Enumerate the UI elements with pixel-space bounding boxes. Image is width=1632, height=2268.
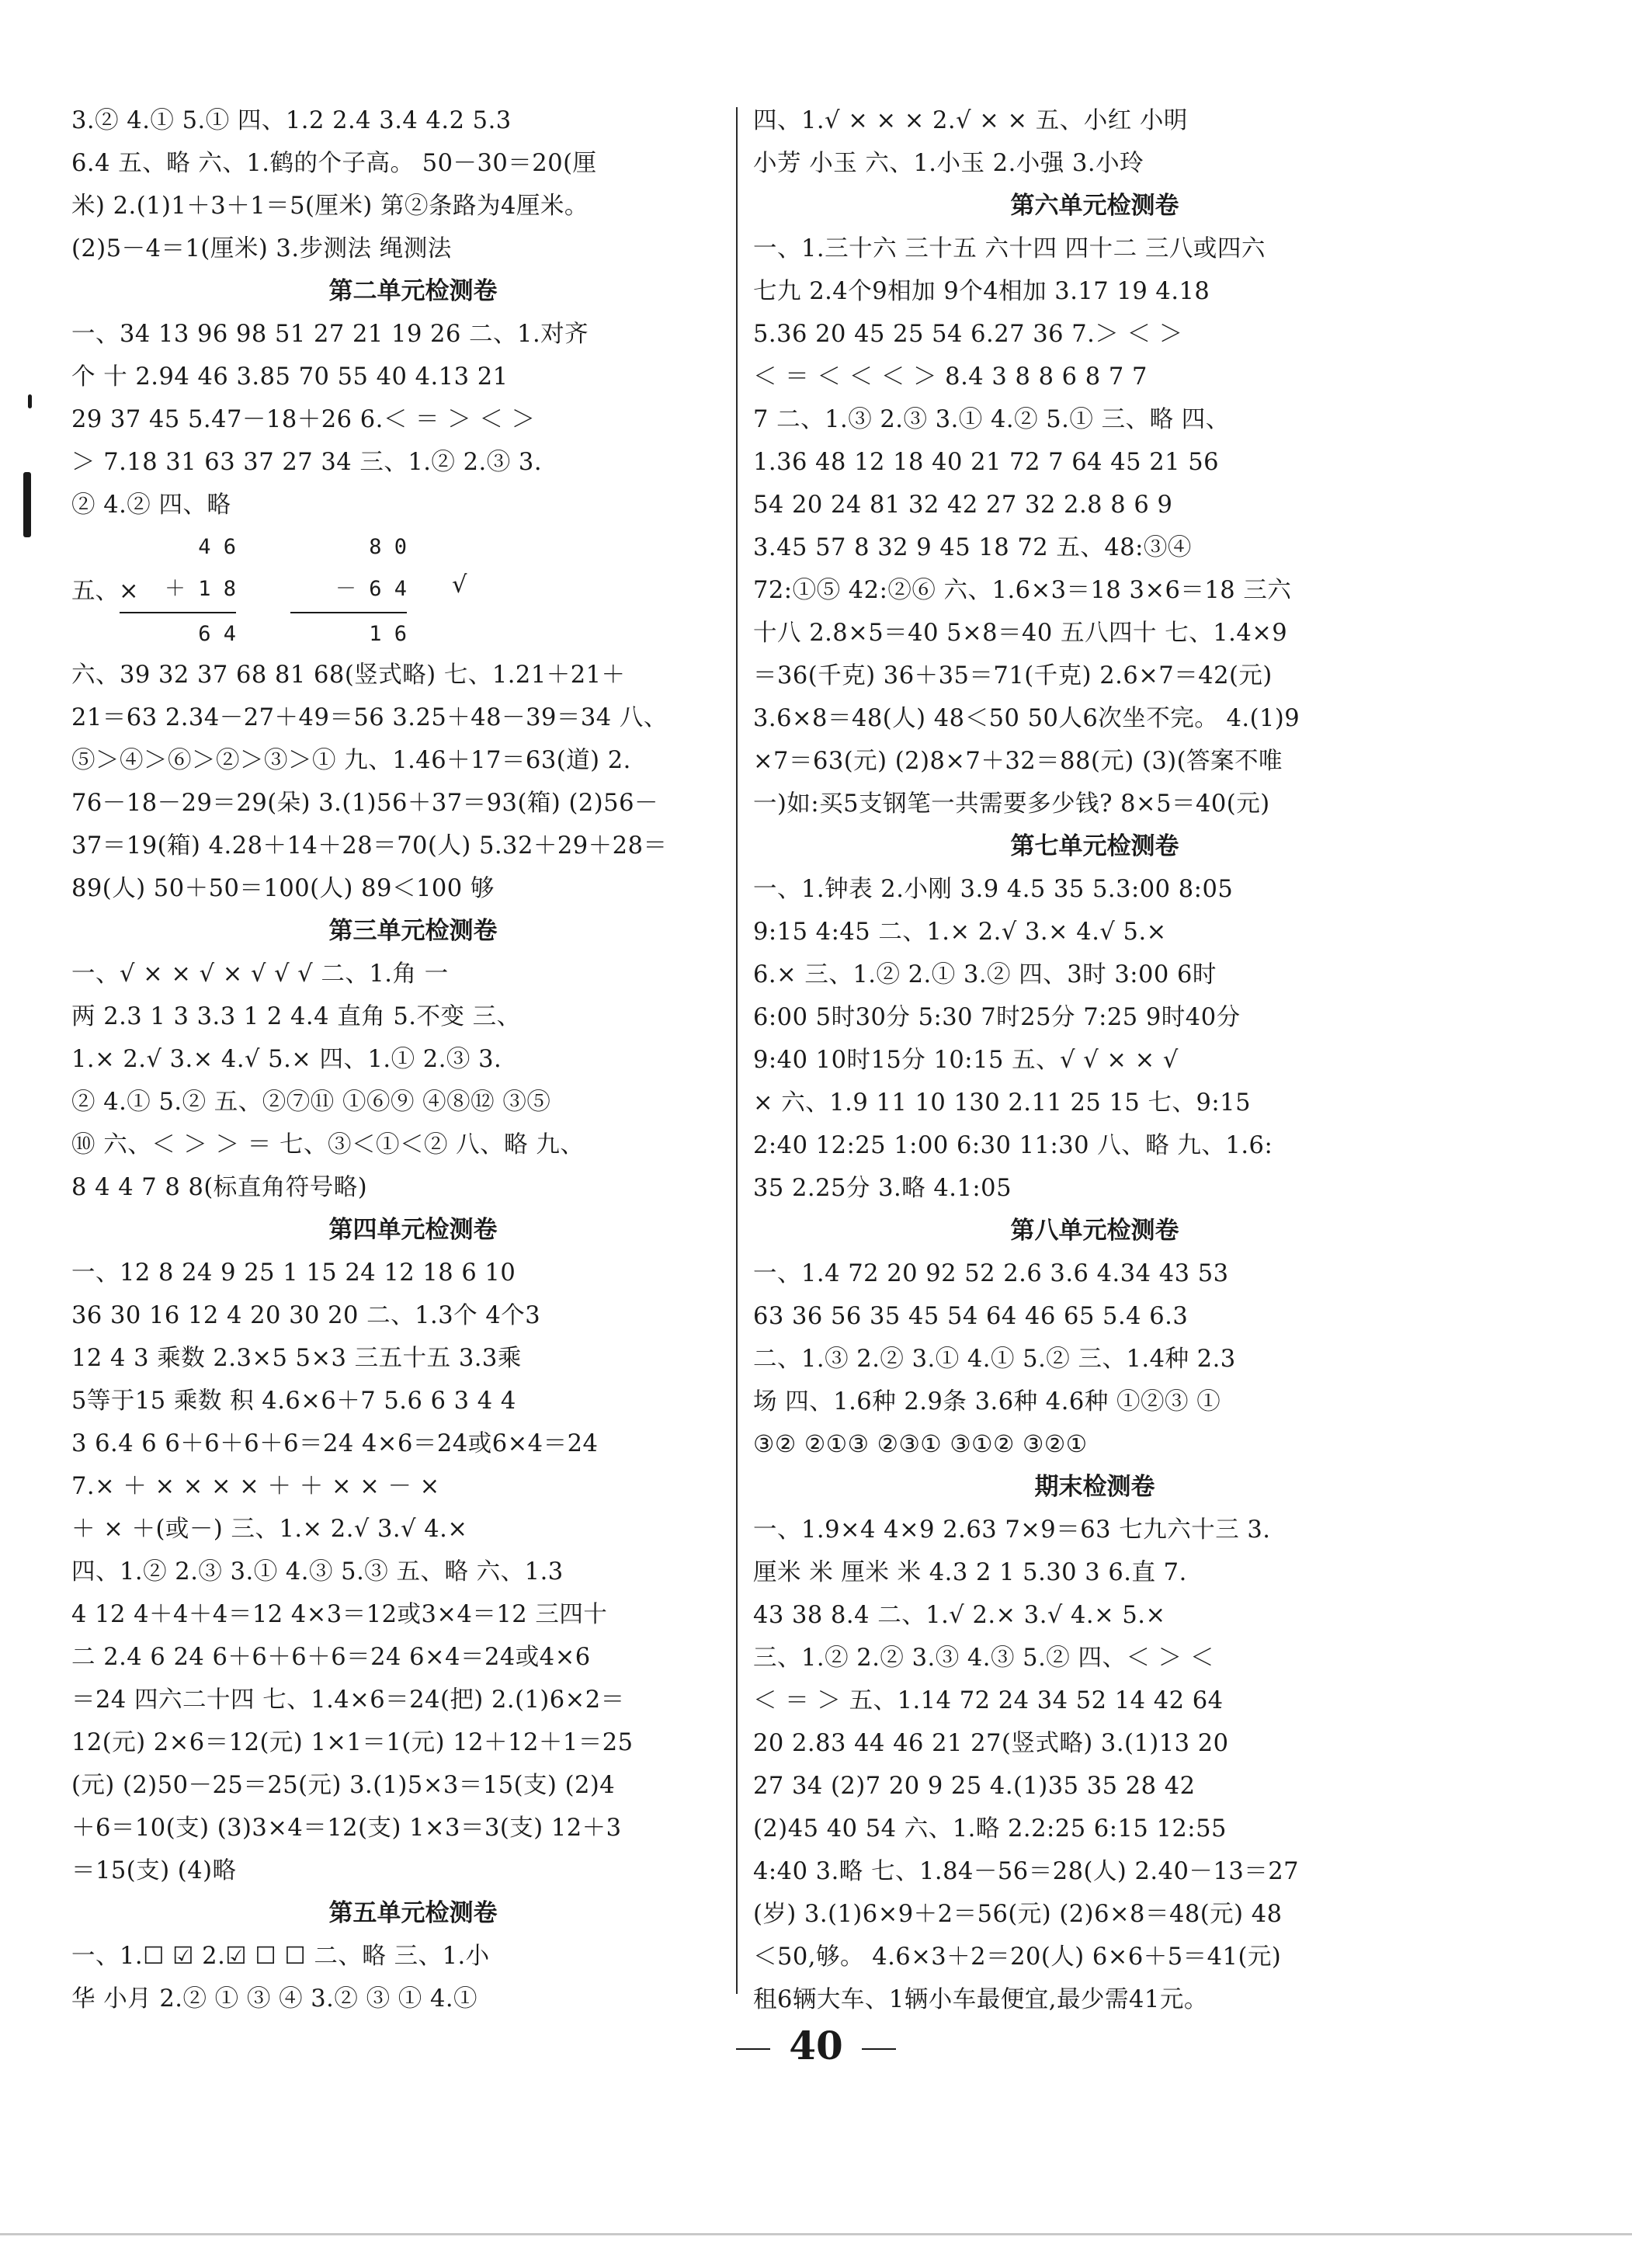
answer-line: ×7＝63(元) (2)8×7＋32＝88(元) (3)(答案不唯 (753, 748, 1283, 775)
answer-line: 个 十 2.94 46 3.85 70 55 40 4.13 21 (71, 363, 509, 391)
answer-line: 6.4 五、略 六、1.鹤的个子高。 50－30＝20(厘 (71, 150, 597, 177)
answer-line: 场 四、1.6种 2.9条 3.6种 4.6种 ①②③ ① (753, 1388, 1221, 1415)
answer-line: 29 37 45 5.47－18＋26 6.＜ ＝ ＞ ＜ ＞ (71, 406, 536, 433)
answer-line: 12 4 3 乘数 2.3×5 5×3 三五十五 3.3乘 (71, 1345, 522, 1372)
answer-line: 4 12 4＋4＋4＝12 4×3＝12或3×4＝12 三四十 (71, 1601, 608, 1628)
answer-line: 1.× 2.√ 3.× 4.√ 5.× 四、1.① 2.③ 3. (71, 1046, 502, 1073)
answer-line: ＜ ＝ ＞ 五、1.14 72 24 34 52 14 42 64 (753, 1687, 1224, 1714)
answer-line: 一、34 13 96 98 51 27 21 19 26 二、1.对齐 (71, 321, 589, 348)
answer-line: 9:40 10时15分 10:15 五、√ √ × × √ (753, 1047, 1179, 1074)
answer-block (71, 1935, 755, 2020)
page-number-dash (736, 2048, 770, 2050)
answer-line: 小芳 小玉 六、1.小玉 2.小强 3.小玲 (753, 150, 1144, 177)
answer-line: 3.45 57 8 32 9 45 18 72 五、48:③④ (753, 534, 1192, 561)
answer-block (71, 1252, 755, 1892)
answer-block (753, 1509, 1436, 2021)
calc-suffix: √ (452, 571, 467, 599)
answer-line: 3 6.4 6 6＋6＋6＋6＝24 4×6＝24或6×4＝24 (71, 1430, 599, 1457)
page-number-dash (862, 2048, 896, 2050)
answer-line: 12(元) 2×6＝12(元) 1×1＝1(元) 12＋12＋1＝25 (71, 1729, 634, 1756)
section-heading: 第八单元检测卷 (1010, 1217, 1179, 1245)
answer-line: 一、1.4 72 20 92 52 2.6 3.6 4.34 43 53 (753, 1260, 1229, 1287)
answer-line: 四、1.② 2.③ 3.① 4.③ 5.③ 五、略 六、1.3 (71, 1558, 564, 1586)
answer-line: ＞ 7.18 31 63 37 27 34 三、1.② 2.③ 3. (71, 449, 543, 476)
section-heading: 第二单元检测卷 (328, 277, 498, 305)
answer-line: 二、1.③ 2.② 3.① 4.① 5.② 三、1.4种 2.3 (753, 1346, 1236, 1373)
answer-line: 7.× ＋ × × × × ＋ ＋ × × － × (71, 1473, 440, 1500)
answer-line: ＝36(千克) 36＋35＝71(千克) 2.6×7＝42(元) (753, 662, 1273, 689)
section-heading: 第六单元检测卷 (1010, 192, 1179, 220)
answer-block (753, 99, 1436, 185)
answer-block (71, 99, 755, 270)
calc-operand: 4 6 (198, 535, 236, 559)
left-column (71, 99, 755, 2020)
answer-line: 36 30 16 12 4 20 30 20 二、1.3个 4个3 (71, 1302, 541, 1329)
answer-line: 27 34 (2)7 20 9 25 4.(1)35 35 28 42 (753, 1773, 1196, 1800)
scan-speck (23, 472, 31, 537)
answer-line: 两 2.3 1 3 3.3 1 2 4.4 直角 5.不变 三、 (71, 1003, 521, 1030)
answer-line: 8 4 4 7 8 8(标直角符号略) (71, 1174, 368, 1201)
answer-line: 三、1.② 2.② 3.③ 4.③ 5.② 四、＜ ＞ ＜ (753, 1645, 1214, 1672)
answer-line: 一、1.9×4 4×9 2.63 7×9＝63 七九六十三 3. (753, 1516, 1271, 1544)
answer-line: 5.36 20 45 25 54 6.27 36 7.＞ ＜ ＞ (753, 321, 1183, 348)
answer-line: ＜ ＝ ＜ ＜ ＜ ＞ 8.4 3 8 8 6 8 7 7 (753, 363, 1148, 391)
section-heading: 期末检测卷 (1034, 1473, 1155, 1501)
answer-line: 厘米 米 厘米 米 4.3 2 1 5.30 3 6.直 7. (753, 1559, 1187, 1586)
vertical-calculation (120, 526, 236, 655)
section-heading: 第四单元检测卷 (328, 1216, 498, 1244)
answer-line: 六、39 32 37 68 81 68(竖式略) 七、1.21＋21＋ (71, 662, 626, 689)
answer-line: ⑩ 六、＜ ＞ ＞ ＝ 七、③＜①＜② 八、略 九、 (71, 1131, 585, 1158)
answer-line: 一)如:买5支钢笔一共需要多少钱? 8×5＝40(元) (753, 790, 1270, 818)
answer-line: 一、1.三十六 三十五 六十四 四十二 三八或四六 (753, 235, 1266, 262)
answer-line: 租6辆大车、1辆小车最便宜,最少需41元。 (753, 1986, 1208, 2013)
answer-block (753, 1252, 1436, 1466)
answer-line: (2)5－4＝1(厘米) 3.步测法 绳测法 (71, 235, 452, 262)
answer-line: 20 2.83 44 46 21 27(竖式略) 3.(1)13 20 (753, 1730, 1229, 1757)
answer-line: ⑤＞④＞⑥＞②＞③＞① 九、1.46＋17＝63(道) 2. (71, 747, 631, 774)
answer-line: × 六、1.9 11 10 130 2.11 25 15 七、9:15 (753, 1089, 1251, 1117)
answer-line: (2)45 40 54 六、1.略 2.2:25 6:15 12:55 (753, 1815, 1227, 1843)
answer-line: 37＝19(箱) 4.28＋14＋28＝70(人) 5.32＋29＋28＝ (71, 832, 668, 860)
answer-line: 一、1.钟表 2.小刚 3.9 4.5 35 5.3:00 8:05 (753, 876, 1234, 903)
calc-operand: － 6 4 (335, 577, 407, 601)
section-heading: 第三单元检测卷 (328, 917, 498, 945)
answer-line: 63 36 56 35 45 54 64 46 65 5.4 6.3 (753, 1303, 1189, 1330)
answer-line: 6:00 5时30分 5:30 7时25分 7:25 9时40分 (753, 1004, 1241, 1031)
answer-line: 米) 2.(1)1＋3＋1＝5(厘米) 第②条路为4厘米。 (71, 193, 589, 220)
answer-line: ＜50,够。 4.6×3＋2＝20(人) 6×6＋5＝41(元) (753, 1943, 1282, 1971)
answer-line: 十八 2.8×5＝40 5×8＝40 五八四十 七、1.4×9 (753, 620, 1288, 647)
section-heading: 第五单元检测卷 (328, 1899, 498, 1927)
answer-line: 华 小月 2.② ① ③ ④ 3.② ③ ① 4.① (71, 1985, 478, 2013)
section-heading: 第七单元检测卷 (1010, 832, 1179, 860)
answer-line: ③② ②①③ ②③① ③①② ③②① (753, 1431, 1088, 1458)
answer-line: 6.× 三、1.② 2.① 3.② 四、3时 3:00 6时 (753, 961, 1217, 988)
answer-line: 5等于15 乘数 积 4.6×6＋7 5.6 6 3 4 4 (71, 1388, 516, 1415)
answer-line: 89(人) 50＋50＝100(人) 89＜100 够 (71, 875, 495, 902)
calc-operand: ＋ 1 8 (164, 577, 236, 601)
answer-line: 3.② 4.① 5.① 四、1.2 2.4 3.4 4.2 5.3 (71, 107, 512, 134)
answer-line: 2:40 12:25 1:00 6:30 11:30 八、略 九、1.6: (753, 1132, 1273, 1159)
answer-line: 一、√ × × √ × √ √ √ 二、1.角 一 (71, 960, 449, 988)
answer-line: 二 2.4 6 24 6＋6＋6＋6＝24 6×4＝24或4×6 (71, 1644, 591, 1671)
answer-line: 7 二、1.③ 2.③ 3.① 4.② 5.① 三、略 四、 (753, 406, 1230, 433)
answer-line: (岁) 3.(1)6×9＋2＝56(元) (2)6×8＝48(元) 48 (753, 1901, 1283, 1928)
answer-line: ＝24 四六二十四 七、1.4×6＝24(把) 2.(1)6×2＝ (71, 1686, 625, 1714)
answer-line: 9:15 4:45 二、1.× 2.√ 3.× 4.√ 5.× (753, 919, 1167, 946)
answer-line: ＋6＝10(支) (3)3×4＝12(支) 1×3＝3(支) 12＋3 (71, 1815, 622, 1842)
answer-line: 七九 2.4个9相加 9个4相加 3.17 19 4.18 (753, 278, 1210, 305)
vertical-calculation (290, 526, 407, 655)
answer-block (753, 868, 1436, 1210)
answer-line: ＝15(支) (4)略 (71, 1857, 237, 1884)
answer-line: ② 4.① 5.② 五、②⑦⑪ ①⑥⑨ ④⑧⑫ ③⑤ (71, 1089, 551, 1116)
answer-line: 4:40 3.略 七、1.84－56＝28(人) 2.40－13＝27 (753, 1858, 1300, 1885)
answer-line: 四、1.√ × × × 2.√ × × 五、小红 小明 (753, 107, 1188, 134)
page-number (0, 2023, 1632, 2069)
answer-line: 72:①⑤ 42:②⑥ 六、1.6×3＝18 3×6＝18 三六 (753, 577, 1292, 604)
calc-result: 6 4 (198, 622, 236, 646)
answer-block (71, 654, 755, 910)
answer-line: 43 38 8.4 二、1.√ 2.× 3.√ 4.× 5.× (753, 1602, 1166, 1629)
answer-line: 54 20 24 81 32 42 27 32 2.8 8 6 9 (753, 491, 1173, 519)
answer-line: (元) (2)50－25＝25(元) 3.(1)5×3＝15(支) (2)4 (71, 1772, 616, 1799)
answer-block (753, 227, 1436, 825)
calc-prefix: 五、× (71, 578, 139, 605)
answer-block (71, 313, 755, 526)
vertical-calculation-row (71, 526, 755, 654)
answer-block (71, 953, 755, 1209)
answer-line: 1.36 48 12 18 40 21 72 7 64 45 21 56 (753, 449, 1220, 476)
answer-line: 21＝63 2.34－27＋49＝56 3.25＋48－39＝34 八、 (71, 704, 668, 731)
answer-line: 一、1.☐ ☑ 2.☑ ☐ ☐ 二、略 三、1.小 (71, 1943, 490, 1970)
calc-operand: 8 0 (369, 535, 407, 559)
bottom-rule (0, 2233, 1632, 2235)
right-column (753, 99, 1436, 2021)
scan-speck (28, 394, 32, 408)
answer-line: ② 4.② 四、略 (71, 491, 231, 519)
answer-line: ＋ × ＋(或－) 三、1.× 2.√ 3.√ 4.× (71, 1516, 468, 1543)
page-number-value: 40 (789, 2023, 843, 2068)
answer-line: 3.6×8＝48(人) 48＜50 50人6次坐不完。 4.(1)9 (753, 705, 1300, 732)
answer-line: 一、12 8 24 9 25 1 15 24 12 18 6 10 (71, 1259, 516, 1287)
calc-result: 1 6 (369, 622, 407, 646)
answer-line: 76－18－29＝29(朵) 3.(1)56＋37＝93(箱) (2)56－ (71, 790, 658, 817)
answer-line: 35 2.25分 3.略 4.1:05 (753, 1175, 1012, 1202)
